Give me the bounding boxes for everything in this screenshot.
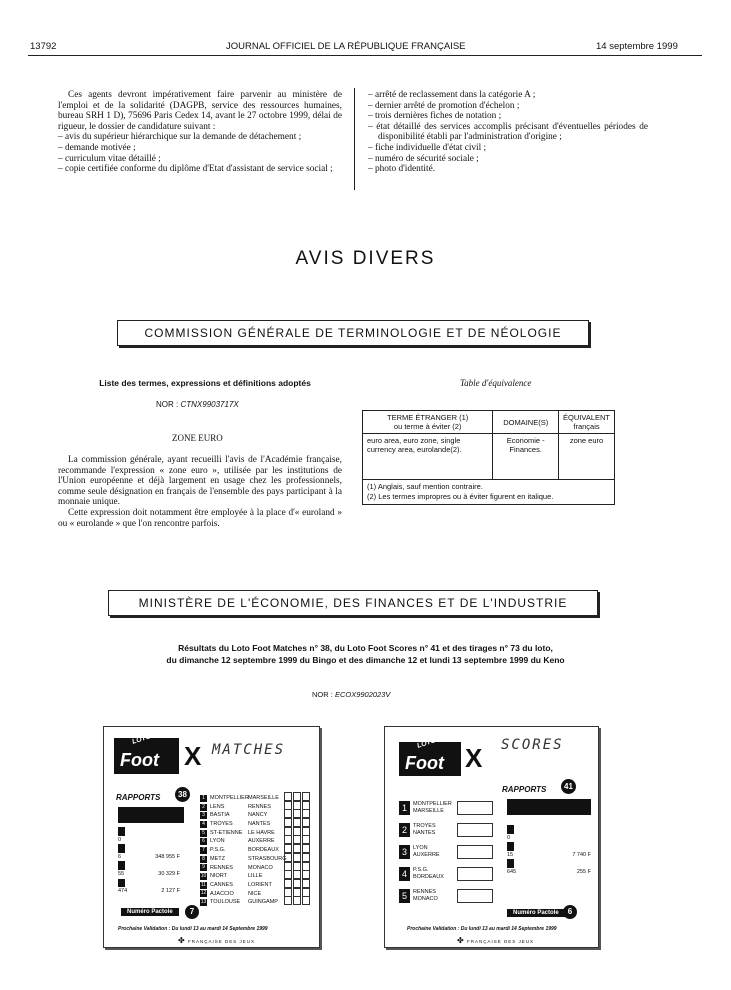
nor-value: CTNX9903717X [180, 400, 239, 409]
home-team: MONTPELLIER [413, 801, 452, 807]
logo-text: Foot [405, 753, 444, 773]
ticket-word: MATCHES [212, 742, 286, 758]
brand-text: FRANÇAISE DES JEUX [187, 939, 255, 944]
table-header-equivalent [559, 411, 615, 434]
rank-bar [118, 827, 125, 836]
list-item: – fiche individuelle d'état civil ; [368, 143, 648, 154]
pactole-badge: 7 [185, 905, 199, 919]
match-number: 9 [200, 864, 207, 871]
clover-icon: ✤ [457, 936, 465, 945]
list-item: – avis du supérieur hiérarchique sur la demande de détachement ; [58, 132, 342, 143]
table-cell-equivalent: zone euro [559, 434, 615, 480]
page-number: 13792 [30, 41, 57, 52]
rank-amount: 2 127 F [161, 888, 180, 895]
home-team: TROYES [210, 821, 233, 828]
rank-bar [507, 825, 514, 834]
left-column [58, 90, 342, 175]
match-number: 3 [200, 812, 207, 819]
match-number: 6 [200, 838, 207, 845]
away-team: NANTES [248, 821, 271, 828]
header-text: ou terme à éviter (2) [393, 422, 462, 431]
rank-bar [507, 859, 514, 868]
rank-line [118, 887, 180, 896]
loto-nor [312, 690, 390, 699]
numero-pactole-label: Numéro Pactole [121, 908, 179, 916]
list-item: – arrêté de reclassement dans la catégorie A ; [368, 90, 648, 101]
nor-label: NOR : [312, 690, 333, 699]
rank-count: 55 [118, 870, 125, 877]
terminology-body-1: La commission générale, ayant recueilli l'avis de l'Académie française, recommande l'expression « zone euro », utilisée par les institutions de l'Union européenne et déjà largement en usage chez les professionnels, comme seule désignation en français de l'ensemble des pays participant à la monnaie unique. [58, 455, 342, 508]
commission-title: COMMISSION GÉNÉRALE DE TERMINOLOGIE ET DE NÉOLOGIE [117, 320, 589, 346]
rank-count: 474 [118, 888, 128, 895]
home-team: METZ [210, 855, 225, 862]
match-number: 2 [399, 823, 410, 837]
right-column [368, 90, 648, 175]
home-team: NIORT [210, 873, 228, 880]
header-rule [28, 55, 702, 56]
rank-line [118, 853, 180, 862]
match-number: 11 [200, 881, 207, 888]
away-team: GUINGAMP [248, 899, 278, 906]
result-grid [284, 896, 311, 909]
rank-count: 15 [507, 851, 514, 858]
rank-count: 0 [118, 836, 122, 843]
header-text: TERME ÉTRANGER (1) [387, 413, 469, 422]
header-text: français [573, 422, 600, 431]
rapports-label: RAPPORTS [502, 785, 547, 794]
table-note: (2) Les termes impropres ou à éviter figurent en italique. [367, 492, 554, 501]
table-cell-domain: Economie - Finances. [493, 434, 559, 480]
rank-amount: 348 955 F [155, 853, 180, 860]
equivalence-table [362, 410, 615, 505]
away-team: STRASBOURG [248, 855, 287, 862]
rank-column [507, 825, 591, 877]
logo-x-icon: X [465, 743, 483, 773]
left-list [58, 132, 342, 174]
match-number: 3 [399, 845, 410, 859]
prochaine-validation: Prochaine Validation : Du lundi 13 au mardi 14 Septembre 1999 [118, 926, 268, 932]
rank-column [118, 827, 180, 896]
away-team: LILLE [248, 873, 263, 880]
ticket-word: SCORES [501, 737, 564, 753]
away-team: BORDEAUX [413, 874, 444, 880]
score-grid [457, 801, 493, 815]
table-header-row [363, 411, 615, 434]
logo-text: Foot [120, 750, 159, 770]
teams [413, 889, 457, 903]
rank-amount: 30 329 F [158, 870, 180, 877]
home-team: P.S.G. [210, 847, 226, 854]
journal-title: JOURNAL OFFICIEL DE LA RÉPUBLIQUE FRANÇAISE [226, 41, 466, 52]
table-header-foreign [363, 411, 493, 434]
away-team: LE HAVRE [248, 829, 275, 836]
header-bar [507, 799, 591, 815]
table-cell-foreign: euro area, euro zone, single currency area, eurolande(2). [363, 434, 493, 480]
table-caption: Table d'équivalence [460, 378, 532, 388]
header-bar [118, 807, 184, 823]
pactole-badge: 6 [563, 905, 577, 919]
score-grid [457, 823, 493, 837]
score-grid [457, 889, 493, 903]
match-row [200, 898, 315, 907]
list-item: – demande motivée ; [58, 143, 342, 154]
logo-text: LOTO [131, 733, 152, 746]
rank-bar [507, 842, 514, 851]
list-item: – curriculum vitae détaillé ; [58, 154, 342, 165]
home-team: LENS [210, 803, 225, 810]
table-notes-row [363, 480, 615, 505]
ticket-number-badge: 38 [175, 787, 190, 802]
teams [413, 845, 457, 859]
ministry-title: MINISTÈRE DE L'ÉCONOMIE, DES FINANCES ET DE L'INDUSTRIE [108, 590, 598, 616]
home-team: P.S.G. [413, 867, 429, 873]
teams [413, 801, 457, 815]
ticket-loto-foot-matches [103, 726, 320, 948]
match-number: 8 [200, 856, 207, 863]
score-row [399, 841, 499, 863]
column-divider [354, 88, 355, 190]
home-team: BASTIA [210, 812, 230, 819]
away-team: MONACO [413, 896, 438, 902]
score-row [399, 885, 499, 907]
prochaine-validation: Prochaine Validation : Du lundi 13 au mardi 14 Septembre 1999 [407, 926, 557, 932]
table-note: (1) Anglais, sauf mention contraire. [367, 482, 483, 491]
list-item: – dernier arrêté de promotion d'échelon ; [368, 101, 648, 112]
match-number: 7 [200, 847, 207, 854]
away-team: MARSEILLE [413, 808, 444, 814]
header-date: 14 septembre 1999 [596, 41, 678, 52]
match-number: 4 [200, 821, 207, 828]
rank-bar [118, 879, 125, 888]
clover-icon: ✤ [178, 936, 186, 945]
rank-count: 0 [507, 834, 511, 841]
section-title-avis-divers: AVIS DIVERS [295, 248, 436, 269]
away-team: NICE [248, 890, 262, 897]
home-team: CANNES [210, 881, 233, 888]
loto-title-line: Résultats du Loto Foot Matches n° 38, du Loto Foot Scores n° 41 et des tirages n° 73 du loto, [178, 643, 553, 653]
home-team: TROYES [413, 823, 436, 829]
home-team: RENNES [210, 864, 233, 871]
home-team: LYON [413, 845, 428, 851]
away-team: LORIENT [248, 881, 272, 888]
rank-line [507, 868, 591, 877]
match-number: 13 [200, 899, 207, 906]
matches-team-list [200, 794, 315, 907]
away-team: MARSEILLE [248, 795, 279, 802]
match-number: 12 [200, 890, 207, 897]
ticket-number-badge: 41 [561, 779, 576, 794]
terminology-nor [156, 400, 239, 409]
terminology-body [58, 455, 342, 529]
match-number: 5 [399, 889, 410, 903]
rapports-label: RAPPORTS [116, 793, 161, 802]
home-team: RENNES [413, 889, 436, 895]
away-team: AUXERRE [248, 838, 275, 845]
logo-x-icon: X [184, 741, 202, 771]
scores-match-list [399, 797, 499, 907]
rank-line [118, 870, 180, 879]
logo-text: LOTO [416, 737, 437, 750]
rank-amount: 7 740 F [572, 851, 591, 858]
loto-title-line: du dimanche 12 septembre 1999 du Bingo et des dimanche 12 et lundi 13 septembre 1999 du Keno [166, 655, 565, 665]
table-header-domain: DOMAINE(S) [493, 411, 559, 434]
header-text: ÉQUIVALENT [563, 413, 610, 422]
teams [413, 823, 457, 837]
teams [413, 867, 457, 881]
home-team: TOULOUSE [210, 899, 241, 906]
ticket-loto-foot-scores [384, 726, 599, 948]
left-paragraph: Ces agents devront impérativement faire parvenir au ministère de l'emploi et de la solidarité (DAGPB, service des ressources humaines, bureau SRH 1 D), 75696 Paris Cedex 14, avant le 27 octobre 1999, délai de rigueur, le dossier de candidature suivant : [58, 90, 342, 132]
rank-count: 645 [507, 868, 517, 875]
score-row [399, 819, 499, 841]
term-heading: ZONE EURO [172, 433, 223, 443]
score-grid [457, 867, 493, 881]
list-item: – numéro de sécurité sociale ; [368, 154, 648, 165]
away-team: BORDEAUX [248, 847, 279, 854]
rank-bar [118, 861, 125, 870]
numero-pactole-label: Numéro Pactole [507, 909, 565, 917]
match-number: 4 [399, 867, 410, 881]
list-item: – photo d'identité. [368, 164, 648, 175]
loto-title [0, 642, 731, 666]
match-number: 5 [200, 830, 207, 837]
table-row [363, 434, 615, 480]
brand-text: FRANÇAISE DES JEUX [466, 939, 534, 944]
rank-amount: 255 F [576, 868, 591, 875]
home-team: AJACCIO [210, 890, 234, 897]
list-item: – état détaillé des services accomplis précisant d'éventuelles périodes de disponibilité établi par l'administration d'origine ; [368, 122, 648, 143]
nor-value: ECOX9902023V [334, 690, 391, 699]
loto-foot-logo [114, 733, 179, 774]
rank-bar [118, 844, 125, 853]
score-row [399, 797, 499, 819]
score-grid [457, 845, 493, 859]
home-team: LYON [210, 838, 225, 845]
away-team: NANTES [413, 830, 436, 836]
match-number: 10 [200, 873, 207, 880]
score-row [399, 863, 499, 885]
nor-label: NOR : [156, 400, 179, 409]
home-team: ST-ETIENNE [210, 829, 243, 836]
list-item: – copie certifiée conforme du diplôme d'Etat d'assistant de service social ; [58, 164, 342, 175]
loto-foot-logo [399, 737, 461, 776]
rank-line [507, 851, 591, 860]
match-number: 1 [399, 801, 410, 815]
away-team: AUXERRE [413, 852, 440, 858]
footer-brand [178, 936, 255, 945]
away-team: RENNES [248, 803, 271, 810]
terminology-body-2: Cette expression doit notamment être employée à la place d'« euroland » ou « eurolande » que l'on rencontre parfois. [58, 507, 342, 529]
away-team: NANCY [248, 812, 268, 819]
match-number: 1 [200, 795, 207, 802]
away-team: MONACO [248, 864, 273, 871]
list-item: – trois dernières fiches de notation ; [368, 111, 648, 122]
right-list [368, 90, 648, 175]
table-notes [363, 480, 615, 505]
terminology-list-title: Liste des termes, expressions et définitions adoptés [99, 378, 311, 388]
match-number: 2 [200, 804, 207, 811]
footer-brand [457, 936, 534, 945]
rank-count: 6 [118, 853, 122, 860]
home-team: MONTPELLIER [210, 795, 249, 802]
